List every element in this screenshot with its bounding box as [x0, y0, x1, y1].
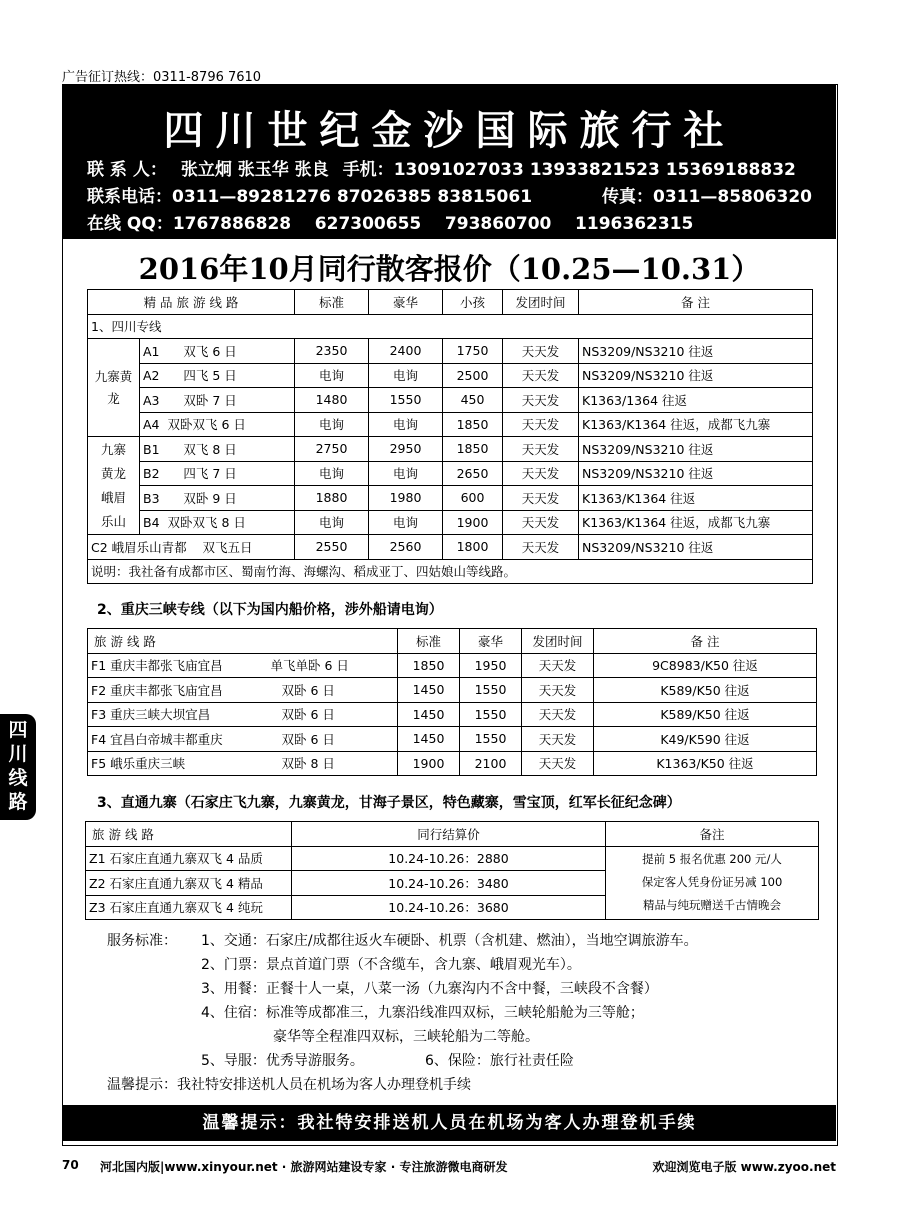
warm-tip-bar: 温馨提示：我社特安排送机人员在机场为客人办理登机手续 [63, 1105, 836, 1141]
qq-numbers: 1767886828 627300655 793860700 1196362315 [172, 214, 694, 234]
route-days: 双卧 8 日 [268, 751, 398, 776]
note: K1363/K1364 往返，成都飞九寨 [579, 412, 813, 437]
route-code: B2 [143, 466, 160, 482]
table-row [88, 363, 813, 388]
mobile-label: 手机： [342, 160, 394, 180]
price-standard: 电询 [295, 363, 369, 388]
departure: 天天发 [503, 437, 579, 462]
table-row [88, 702, 817, 727]
route-cell [140, 461, 295, 486]
table-row [88, 510, 813, 535]
contact-person-label: 联 系 人： [87, 160, 167, 180]
service-lodging-luxury: 豪华等全程准四双标，三峡轮船为二等舱。 [273, 1029, 539, 1045]
price-standard: 1450 [398, 727, 460, 752]
route-days: 双卧 6 日 [268, 678, 398, 703]
side-tab-char: 路 [8, 791, 28, 813]
note: NS3209/NS3210 往返 [579, 535, 813, 560]
settlement-price: 10.24-10.26：2880 [292, 846, 606, 871]
phone-numbers: 0311—89281276 87026385 83815061 [172, 187, 533, 207]
section-side-tab [0, 714, 36, 820]
price-standard: 1480 [295, 388, 369, 413]
table-header [86, 822, 819, 847]
route-name: F3 重庆三峡大坝宜昌 [88, 702, 268, 727]
route-name: Z3 石家庄直通九寨双飞 4 纯玩 [86, 895, 292, 920]
header-notes: 备 注 [579, 290, 813, 315]
price-standard: 电询 [295, 412, 369, 437]
departure: 天天发 [503, 388, 579, 413]
route-name: F2 重庆丰都张飞庙宜昌 [88, 678, 268, 703]
price-luxury: 2950 [369, 437, 443, 462]
price-luxury: 2560 [369, 535, 443, 560]
table-row [88, 751, 817, 776]
price-luxury: 1550 [460, 678, 522, 703]
table-row [88, 653, 817, 678]
fax-number: 0311—85806320 [653, 187, 812, 207]
contact-persons-line [87, 155, 810, 180]
price-luxury: 2100 [460, 751, 522, 776]
table-row [88, 678, 817, 703]
table-row [88, 486, 813, 511]
section-row [88, 314, 813, 339]
departure: 天天发 [522, 702, 594, 727]
price-child: 1850 [443, 437, 503, 462]
table-row [88, 339, 813, 364]
price-child: 450 [443, 388, 503, 413]
route-code: A1 [143, 343, 160, 359]
note: K589/K50 往返 [594, 702, 817, 727]
note: NS3209/NS3210 往返 [579, 437, 813, 462]
services-label: 服务标准： [107, 933, 177, 949]
section-sichuan: 1、四川专线 [88, 314, 813, 339]
price-child: 1900 [443, 510, 503, 535]
header-departure: 发团时间 [522, 629, 594, 654]
side-tab-char: 线 [8, 767, 28, 789]
qq-line [87, 209, 707, 234]
route-cell [140, 363, 295, 388]
phone-label: 联系电话： [87, 187, 172, 207]
route-name: Z1 石家庄直通九寨双飞 4 品质 [86, 846, 292, 871]
header-notes: 备 注 [594, 629, 817, 654]
route-days: 单飞单卧 6 日 [268, 653, 398, 678]
price-luxury: 1550 [369, 388, 443, 413]
price-standard: 1850 [398, 653, 460, 678]
departure: 天天发 [503, 461, 579, 486]
note: K1363/K1364 往返 [579, 486, 813, 511]
price-luxury: 2400 [369, 339, 443, 364]
note: K1363/K50 往返 [594, 751, 817, 776]
price-child: 2650 [443, 461, 503, 486]
note: K1363/K1364 往返，成都飞九寨 [579, 510, 813, 535]
group-jiuzhai-emei-leshan: 九寨黄龙峨眉乐山 [88, 437, 140, 535]
table-row [88, 437, 813, 462]
departure: 天天发 [522, 678, 594, 703]
route-code: A2 [143, 368, 160, 384]
side-tab-char: 四 [8, 719, 28, 741]
table-header [88, 290, 813, 315]
table-row [88, 388, 813, 413]
departure: 天天发 [503, 535, 579, 560]
route-name: 双飞 8 日 [183, 441, 237, 457]
header-luxury: 豪华 [460, 629, 522, 654]
price-standard: 2350 [295, 339, 369, 364]
price-standard: 1880 [295, 486, 369, 511]
group-jiuzhai-huanglong: 九寨黄龙 [88, 339, 140, 437]
departure: 天天发 [503, 339, 579, 364]
header-luxury: 豪华 [369, 290, 443, 315]
chongqing-price-table [87, 628, 817, 776]
ad-hotline: 广告征订热线：0311-8796 7610 [62, 70, 262, 85]
route-cell [140, 486, 295, 511]
fax-label: 传真： [602, 187, 654, 207]
departure: 天天发 [522, 727, 594, 752]
service-tip: 温馨提示：我社特安排送机人员在机场为客人办理登机手续 [107, 1077, 471, 1093]
route-code: B4 [143, 515, 160, 531]
price-title: 2016年10月同行散客报价（10.25—10.31） [138, 252, 761, 286]
route-name: F4 宜昌白帝城丰都重庆 [88, 727, 268, 752]
route-code: A4 [143, 417, 160, 433]
departure: 天天发 [522, 751, 594, 776]
route-name: 双卧 7 日 [183, 392, 237, 408]
route-name: 双卧 9 日 [183, 490, 237, 506]
footer-left-text: 河北国内版|www.xinyour.net · 旅游网站建设专家 · 专注旅游微电商研发 [100, 1160, 508, 1174]
route-cell [140, 412, 295, 437]
route-days: 双卧 6 日 [268, 727, 398, 752]
price-luxury: 电询 [369, 461, 443, 486]
agency-header [63, 85, 836, 239]
price-standard: 1900 [398, 751, 460, 776]
header-departure: 发团时间 [503, 290, 579, 315]
page-number: 70 [62, 1158, 79, 1172]
note-line: 提前 5 报名优惠 200 元/人 [642, 852, 782, 867]
price-luxury: 1550 [460, 702, 522, 727]
table-row [88, 461, 813, 486]
note: NS3209/NS3210 往返 [579, 363, 813, 388]
price-luxury: 电询 [369, 510, 443, 535]
price-child: 2500 [443, 363, 503, 388]
note-line: 保定客人凭身份证另减 100 [641, 875, 783, 890]
settlement-price: 10.24-10.26：3680 [292, 895, 606, 920]
route-name: 双卧双飞 6 日 [167, 417, 246, 433]
service-meals: 3、用餐：正餐十人一桌，八菜一汤（九寨沟内不含中餐，三峡段不含餐） [201, 981, 658, 997]
remark: 说明：我社备有成都市区、蜀南竹海、海螺沟、稻成亚丁、四姑娘山等线路。 [88, 559, 813, 584]
header-route: 旅 游 线 路 [88, 629, 398, 654]
route-cell [140, 510, 295, 535]
route-name: F5 峨乐重庆三峡 [88, 751, 268, 776]
route-name: Z2 石家庄直通九寨双飞 4 精品 [86, 871, 292, 896]
price-standard: 1450 [398, 702, 460, 727]
note: K1363/1364 往返 [579, 388, 813, 413]
price-standard: 2550 [295, 535, 369, 560]
service-insurance: 6、保险：旅行社责任险 [425, 1053, 574, 1069]
header-route: 旅 游 线 路 [86, 822, 292, 847]
advertisement-frame [62, 84, 838, 1146]
qq-label: 在线 QQ： [87, 214, 173, 234]
section-jiuzhai-title: 3、直通九寨（石家庄飞九寨，九寨黄龙，甘海子景区，特色藏寨，雪宝顶，红军长征纪念碑） [97, 795, 681, 811]
route-name: F1 重庆丰都张飞庙宜昌 [88, 653, 268, 678]
price-luxury: 电询 [369, 412, 443, 437]
service-transport: 1、交通：石家庄/成都往返火车硬卧、机票（含机建、燃油），当地空调旅游车。 [201, 933, 698, 949]
service-tickets: 2、门票：景点首道门票（不含缆车，含九寨、峨眉观光车）。 [201, 957, 581, 973]
departure: 天天发 [503, 510, 579, 535]
contact-phone-line [87, 182, 826, 207]
header-route: 精 品 旅 游 线 路 [88, 290, 295, 315]
price-child: 1750 [443, 339, 503, 364]
route-name: 双飞 6 日 [183, 343, 237, 359]
contact-persons: 张立炯 张玉华 张良 [180, 160, 329, 180]
route-cell [140, 339, 295, 364]
header-child: 小孩 [443, 290, 503, 315]
header-notes: 备注 [606, 822, 819, 847]
route-cell [140, 388, 295, 413]
section-chongqing-title: 2、重庆三峡专线（以下为国内船价格，涉外船请电询） [97, 602, 443, 618]
settlement-price: 10.24-10.26：3480 [292, 871, 606, 896]
price-standard: 1450 [398, 678, 460, 703]
route-cell: C2 峨眉乐山青都 双飞五日 [88, 535, 295, 560]
departure: 天天发 [503, 486, 579, 511]
price-luxury: 1550 [460, 727, 522, 752]
mobile-numbers: 13091027033 13933821523 15369188832 [393, 160, 796, 180]
note-line: 精品与纯玩赠送千古情晚会 [643, 898, 781, 913]
price-luxury: 电询 [369, 363, 443, 388]
table-header [88, 629, 817, 654]
departure: 天天发 [503, 412, 579, 437]
route-code: B3 [143, 490, 160, 506]
note: NS3209/NS3210 往返 [579, 461, 813, 486]
header-price: 同行结算价 [292, 822, 606, 847]
price-standard: 2750 [295, 437, 369, 462]
jiuzhai-direct-table [85, 821, 819, 920]
table-row [88, 535, 813, 560]
note: K589/K50 往返 [594, 678, 817, 703]
price-standard: 电询 [295, 461, 369, 486]
route-cell [140, 437, 295, 462]
side-tab-char: 川 [8, 743, 28, 765]
route-name: 四飞 7 日 [183, 466, 237, 482]
note: 9C8983/K50 往返 [594, 653, 817, 678]
route-code: B1 [143, 441, 160, 457]
remark-row [88, 559, 813, 584]
route-code: A3 [143, 392, 160, 408]
departure: 天天发 [503, 363, 579, 388]
price-luxury: 1950 [460, 653, 522, 678]
table-row [86, 846, 819, 871]
footer-right-text: 欢迎浏览电子版 www.zyoo.net [652, 1160, 836, 1174]
sichuan-price-table [87, 289, 813, 584]
service-guide: 5、导服：优秀导游服务。 [201, 1053, 364, 1069]
price-child: 600 [443, 486, 503, 511]
price-luxury: 1980 [369, 486, 443, 511]
price-child: 1800 [443, 535, 503, 560]
service-lodging: 4、住宿：标准等成都准三，九寨沿线准四双标，三峡轮船舱为三等舱； [201, 1005, 644, 1021]
table-row [88, 412, 813, 437]
table-row [88, 727, 817, 752]
route-days: 双卧 6 日 [268, 702, 398, 727]
header-standard: 标准 [398, 629, 460, 654]
route-name: 四飞 5 日 [183, 368, 237, 384]
agency-name: 四川世纪金沙国际旅行社 [163, 107, 736, 154]
note: NS3209/NS3210 往返 [579, 339, 813, 364]
jiuzhai-notes [606, 846, 819, 920]
price-child: 1850 [443, 412, 503, 437]
departure: 天天发 [522, 653, 594, 678]
header-standard: 标准 [295, 290, 369, 315]
route-name: 双卧双飞 8 日 [167, 515, 246, 531]
price-standard: 电询 [295, 510, 369, 535]
note: K49/K590 往返 [594, 727, 817, 752]
